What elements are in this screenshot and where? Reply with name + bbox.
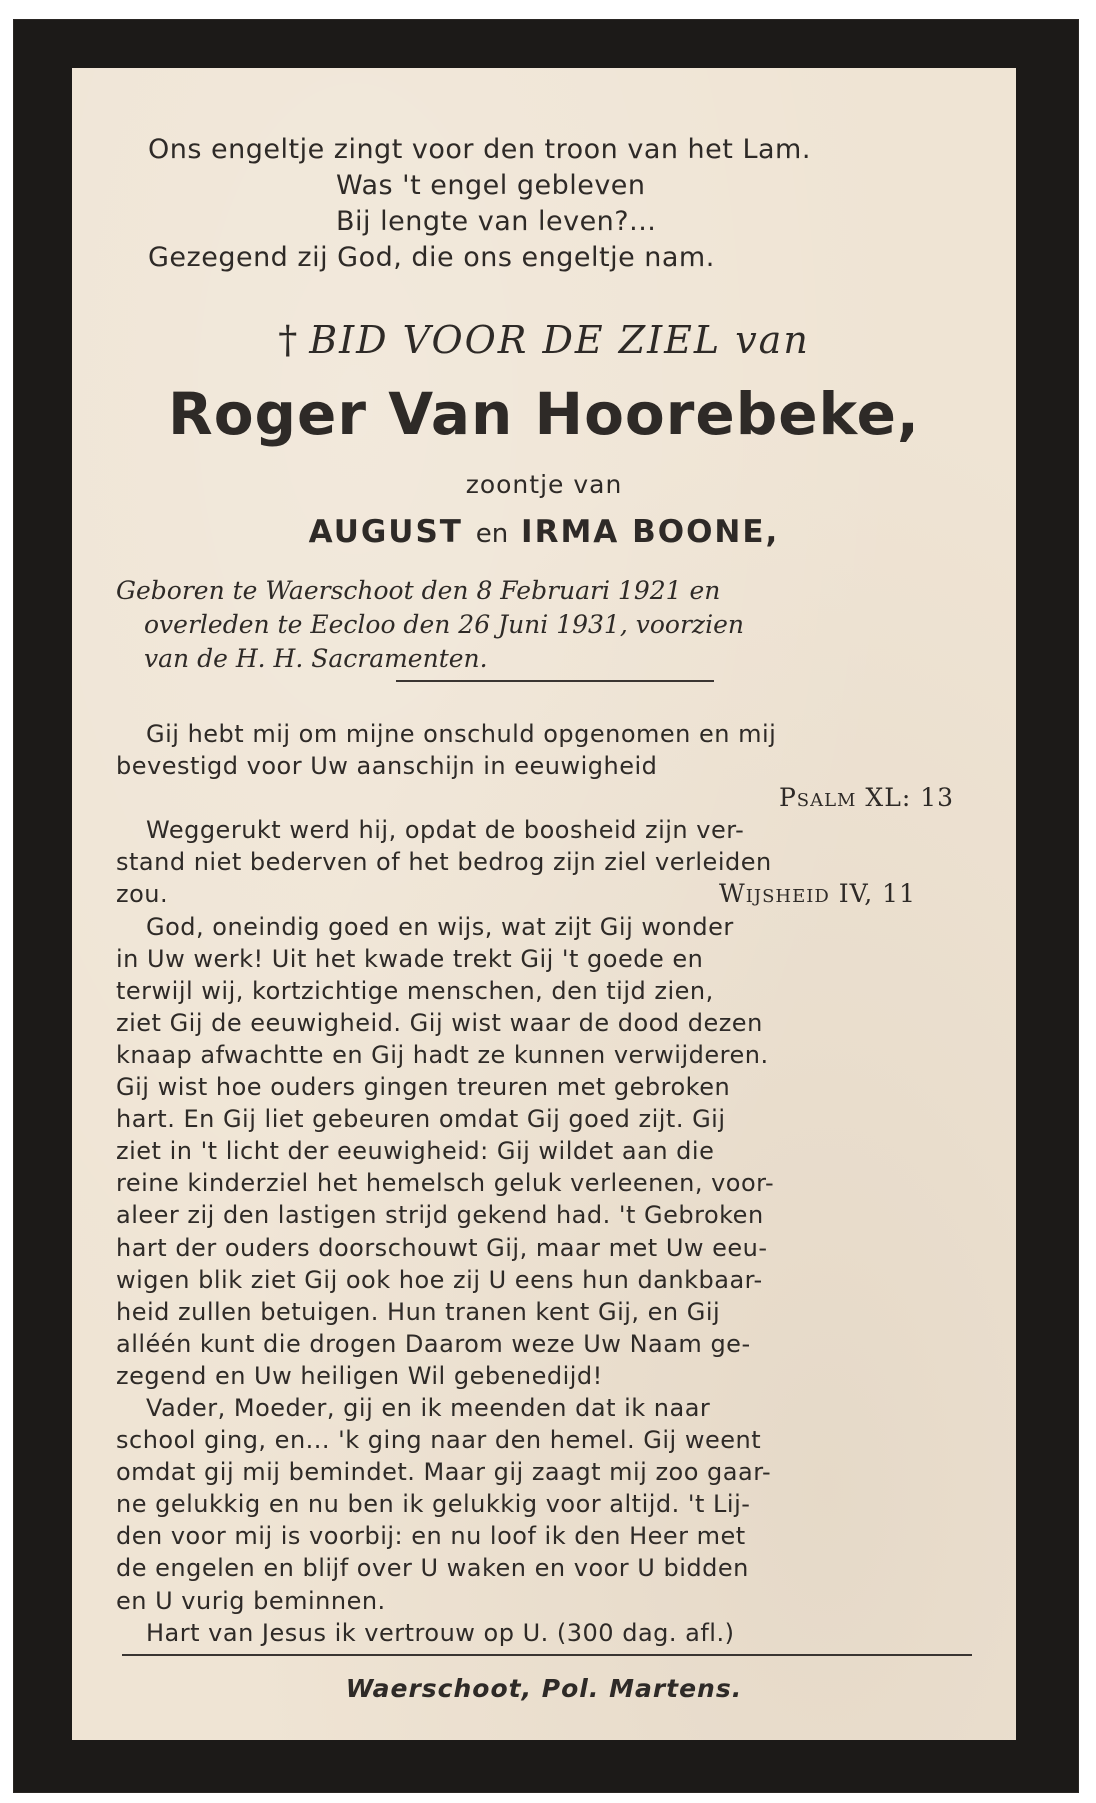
child-words-line: de engelen en blijf over U waken en voor U bidden [116, 1554, 749, 1583]
mother-name: IRMA BOONE, [521, 514, 780, 550]
deceased-name: Roger Van Hoorebeke, [168, 380, 920, 448]
quote-line: Weggerukt werd hij, opdat de boosheid zijn ver- [146, 816, 745, 845]
son-of-label: zoontje van [465, 470, 623, 499]
printer-imprint: Waerschoot, Pol. Martens. [345, 1674, 743, 1703]
prayer-line: God, oneindig goed en wijs, wat zijt Gij wonder [146, 912, 734, 941]
parents-names [72, 514, 1016, 550]
prayer-line: zegend en Uw heiligen Wil gebenedijd! [116, 1361, 603, 1390]
birth-death-line: overleden te Eecloo den 26 Juni 1931, voorzien [144, 610, 744, 639]
prayer-line: hart der ouders doorschouwt Gij, maar met Uw eeu- [116, 1233, 768, 1262]
prayer-line: aleer zij den lastigen strijd gekend had. 't Gebroken [116, 1201, 764, 1230]
prayer-line: reine kinderziel het hemelsch geluk verleenen, voor- [116, 1169, 775, 1198]
quote-end: zou. [116, 880, 169, 909]
prayer-line: alléén kunt die drogen Daarom weze Uw Naam ge- [116, 1329, 751, 1358]
birth-death-line: van de H. H. Sacramenten. [144, 644, 488, 673]
memorial-card [14, 20, 1078, 1792]
quote-line [116, 878, 976, 910]
main-text [116, 718, 976, 1649]
parents-conjunction: en [475, 519, 509, 549]
quote-line: Gij hebt mij om mijne onschuld opgenomen en mij [146, 720, 777, 748]
prayer-line: Gij wist hoe ouders gingen treuren met gebroken [116, 1073, 731, 1102]
quote-line: bevestigd voor Uw aanschijn in eeuwigheid [116, 752, 658, 781]
child-words-line: Vader, Moeder, gij en ik meenden dat ik naar [146, 1393, 711, 1422]
opening-poem [72, 132, 1016, 276]
prayer-heading-text: BID VOOR DE ZIEL van [309, 318, 810, 362]
child-words-line: ne gelukkig en nu ben ik gelukkig voor altijd. 't Lij- [116, 1490, 751, 1519]
prayer-line: ziet in 't licht der eeuwigheid: Gij wildet aan die [116, 1137, 715, 1166]
card-paper [72, 68, 1016, 1740]
child-words-line: en U vurig beminnen. [116, 1586, 386, 1615]
poem-line: Gezegend zij God, die ons engeltje nam. [148, 242, 715, 273]
prayer-heading [72, 318, 1016, 362]
scripture-reference: Wijsheid IV, 11 [719, 879, 916, 909]
prayer-line: hart. En Gij liet gebeuren omdat Gij goed zijt. Gij [116, 1105, 726, 1134]
prayer-line: knaap afwachtte en Gij hadt ze kunnen verwijderen. [116, 1040, 769, 1069]
poem-line: Ons engeltje zingt voor den troon van het Lam. [148, 134, 811, 165]
cross-icon: † [278, 318, 300, 362]
prayer-line: in Uw werk! Uit het kwade trekt Gij 't goede en [116, 944, 704, 973]
prayer-line: heid zullen betuigen. Hun tranen kent Gij, en Gij [116, 1297, 721, 1326]
prayer-line: wigen blik ziet Gij ook hoe zij U eens hun dankbaar- [116, 1265, 763, 1294]
invocation: Hart van Jesus ik vertrouw op U. (300 dag. afl.) [146, 1618, 735, 1647]
birth-death-line: Geboren te Waerschoot den 8 Februari 1921 en [116, 576, 721, 605]
birth-death-details [116, 574, 976, 676]
divider [396, 680, 714, 682]
scripture-reference: Psalm XL: 13 [778, 783, 954, 813]
poem-line: Bij lengte van leven?... [336, 206, 657, 237]
prayer-line: ziet Gij de eeuwigheid. Gij wist waar de dood dezen [116, 1008, 763, 1037]
father-name: AUGUST [308, 514, 463, 550]
bottom-divider [122, 1654, 972, 1656]
child-words-line: den voor mij is voorbij: en nu loof ik den Heer met [116, 1522, 746, 1551]
poem-line: Was 't engel gebleven [336, 170, 646, 201]
child-words-line: omdat gij mij bemindet. Maar gij zaagt mij zoo gaar- [116, 1458, 772, 1487]
quote-line: stand niet bederven of het bedrog zijn ziel verleiden [116, 848, 772, 877]
prayer-line: terwijl wij, kortzichtige menschen, den tijd zien, [116, 976, 714, 1005]
child-words-line: school ging, en... 'k ging naar den hemel. Gij weent [116, 1426, 762, 1455]
